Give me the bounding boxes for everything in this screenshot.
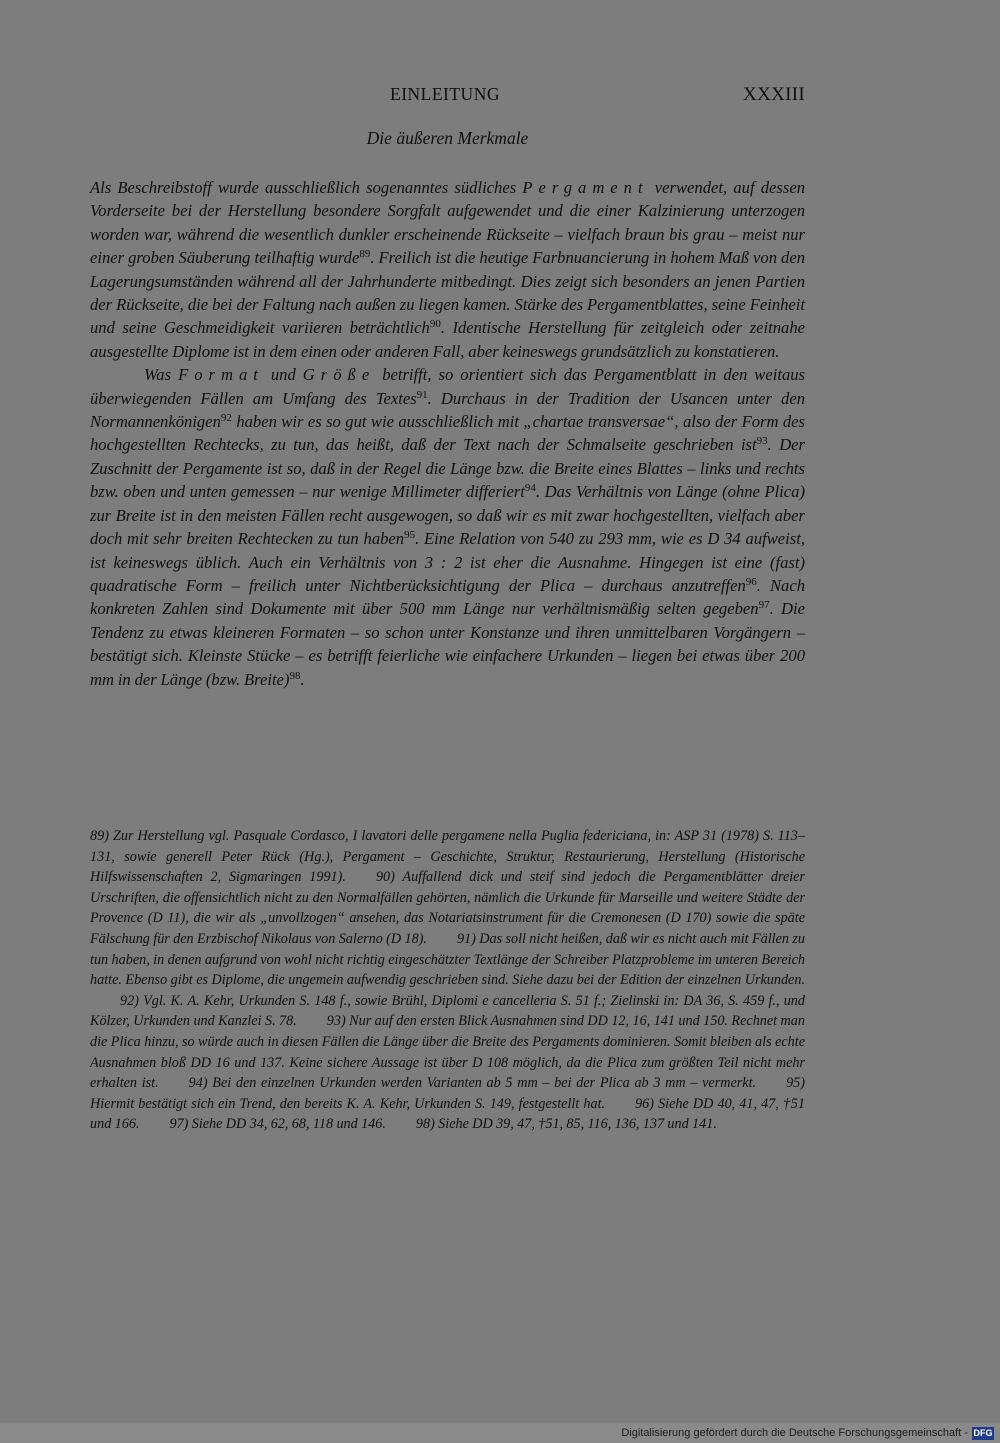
footnote-95: 95) Hiermit bestätigt sich ein Trend, den bereits K. A. Kehr, Urkunden S. 149, festgestellt hat. (90, 1075, 805, 1112)
page-number: XXXIII (743, 84, 805, 105)
footnote-ref[interactable]: 97 (758, 599, 770, 612)
footnote-ref[interactable]: 96 (745, 575, 757, 588)
paragraph-format: Was Format und Größe betrifft, so orientiert sich das Pergamentblatt in den weitaus überwiegenden Fällen am Umfang des Textes$^{91}$. Durchaus in der Tradition der Usancen unter den Normannenkönigen$^{92}$ haben wir es so gut wie ausschließlich mit „chartae transversae“, also der Form des hochgestellten Rechtecks, zu tun, das heißt, daß der Text nach der Schmalseite geschrieben ist$^{93}$. Der Zuschnitt der Pergamente ist so, daß in der Regel die Länge bzw. die Breite eines Blattes – links und rechts bzw. oben und unten gemessen – nur wenige Millimeter differiert$^{94}$. Das Verhältnis von Länge (ohne Plica) zur Breite ist in den meisten Fällen recht ausgewogen, so daß wir es mit zwar hochgestellten, vielfach aber doch mit sehr breiten Rechtecken zu tun haben$^{95}$. Eine Relation von 540 zu 293 mm, wie es D 34 aufweist, ist keineswegs üblich. Auch ein Verhältnis von 3 : 2 ist eher die Ausnahme. Hingegen ist eine (fast) quadratische Form – freilich unter Nichtberücksichtigung der Plica – durchaus anzutreffen$^{96}$. Nach konkreten Zahlen sind Dokumente mit über 500 mm Länge nur verhältnismäßig selten gegeben$^{97}$. Die Tendenz zu etwas kleineren Formaten – so schon unter Konstanze und ihren unmittelbaren Vorgängern – bestätigt sich. Kleinste Stücke – es betrifft feierliche wie einfachere Urkunden – liegen bei etwas über 200 mm in der Länge (bzw. Breite)$^{98}$. (90, 365, 806, 689)
footnote-ref[interactable]: 89 (359, 248, 371, 261)
spaced-term: Größe (302, 365, 376, 385)
footnote-97: 97) Siehe DD 34, 62, 68, 118 und 146. (169, 1116, 386, 1133)
footnote-ref[interactable]: 91 (416, 388, 428, 401)
footer-bar (0, 1423, 1000, 1443)
footnote-94: 94) Bei den einzelnen Urkunden werden Varianten ab 5 mm – bei der Plica ab 3 mm – vermerkt. (188, 1075, 757, 1092)
footnote-92: 92) Vgl. K. A. Kehr, Urkunden S. 148 f., sowie Brühl, Diplomi e cancelleria S. 51 f.; Zielinski in: DA 36, S. 459 f., und Kölzer, Urkunden und Kanzlei S. 78. (90, 992, 805, 1030)
footnote-98: 98) Siehe DD 39, 47, †51, 85, 116, 136, 137 und 141. (415, 1116, 717, 1133)
footnote-ref[interactable]: 93 (756, 435, 768, 448)
footnote-ref[interactable]: 92 (220, 412, 232, 425)
paragraph-pergament: Als Beschreibstoff wurde ausschließlich sogenanntes südliches Pergament verwendet, auf dessen Vorderseite bei der Herstellung besondere Sorgfalt aufgewendet und die einer Kalzinierung unterzogen worden war, während die wesentlich dunkler erscheinende Rückseite – vielfach braun bis grau – meist nur einer groben Säuberung teilhaftig wurde$^{89}$. Freilich ist die heutige Farbnuancierung in hohem Maß von den Lagerungsumständen während all der Jahrhunderte mitbedingt. Dies zeigt sich besonders an jenen Partien der Rückseite, die bei der Faltung nach außen zu liegen kamen. Stärke des Pergamentblattes, seine Feinheit und seine Geschmeidigkeit variieren beträchtlich$^{90}$. Identische Herstellung für zeitgleich oder zeitnahe ausgestellte Diplome ist in dem einen oder anderen Fall, aber keineswegs grundsätzlich zu konstatieren. (90, 178, 806, 361)
footnote-90: 90) Auffallend dick und steif sind jedoch die Pergamentblätter dreier Urschriften, die offensichtlich nicht zu den Normalfällen gehörten, nämlich die Urkunde für Marseille und weitere Städte der Provence (D 11), die wir als „unvollzogen“ ansehen, das Notariatsinstrument für die Cremonesen (D 170) sowie die späte Fälschung für den Erzbischof Nikolaus von Salerno (D 18). (90, 869, 805, 947)
dfg-logo: DFG (973, 1428, 993, 1438)
running-head (90, 84, 805, 108)
footnote-ref[interactable]: 95 (404, 529, 416, 542)
spaced-term: Pergament (522, 178, 649, 197)
footnote-89: 89) Zur Herstellung vgl. Pasquale Cordasco, I lavatori delle pergamene nella Puglia federiciana, in: ASP 31 (1978) S. 113–131, sowie generell Peter Rück (Hg.), Pergament – Geschichte, Struktur, Restaurierung, Herstellung (Historische Hilfswissenschaften 2, Sigmaringen 1991). (90, 828, 805, 886)
main-text (90, 176, 805, 691)
footnote-93: 93) Nur auf den ersten Blick Ausnahmen sind DD 12, 16, 141 und 150. Rechnet man die Plica hinzu, so würde auch in diesen Fällen die Länge über die Breite des Pergaments dominieren. Somit bleiben als echte Ausnahmen bloß DD 16 und 137. Keine sichere Aussage ist über D 108 möglich, da die Plica zum größten Teil nicht mehr erhalten ist. (90, 1013, 805, 1092)
footnote-96: 96) Siehe DD 40, 41, 47, †51 und 166. (90, 1095, 805, 1133)
footnotes (90, 826, 805, 1135)
footnote-ref[interactable]: 90 (429, 318, 441, 331)
footnote-ref[interactable]: 94 (524, 482, 536, 495)
running-head-title: EINLEITUNG (390, 84, 500, 104)
footnote-ref[interactable]: 98 (289, 669, 301, 682)
spaced-term: Format (178, 365, 264, 385)
section-title: Die äußeren Merkmale (366, 128, 529, 148)
dfg-credit: Digitalisierung gefördert durch die Deutsche Forschungsgemeinschaft - (621, 1427, 968, 1439)
footnote-91: 91) Das soll nicht heißen, daß wir es nicht auch mit Fällen zu tun haben, in denen aufgrund von wohl nicht richtig eingeschätzter Textlänge der Schreiber Platzprobleme im unteren Bereich hatte. Ebenso gibt es Diplome, die ungemein aufwendig geschrieben sind. Siehe dazu bei der Edition der einzelnen Urkunden. (90, 930, 805, 989)
